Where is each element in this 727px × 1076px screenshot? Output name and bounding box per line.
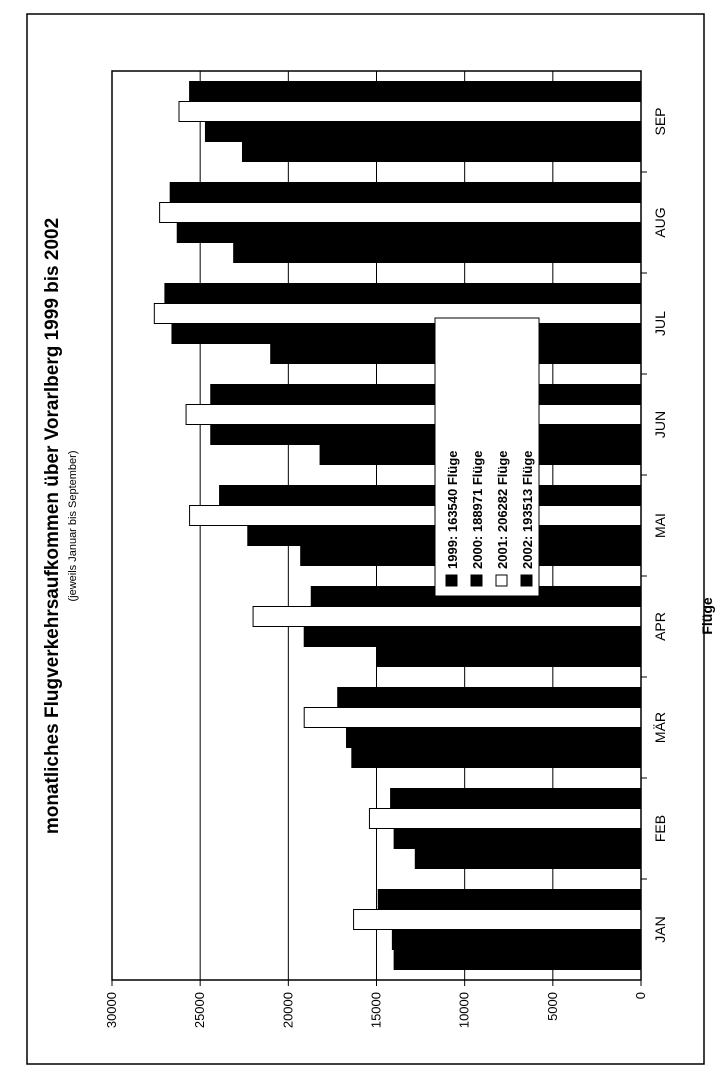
- bar: [391, 789, 641, 809]
- bar: [190, 82, 641, 102]
- x-tick-label: FEB: [652, 814, 668, 843]
- bar: [347, 728, 641, 748]
- bar: [354, 910, 641, 930]
- x-tick-label: SEP: [652, 107, 668, 136]
- bar: [165, 284, 641, 304]
- bar: [304, 627, 641, 647]
- x-tick-label: JUL: [652, 311, 668, 336]
- legend-entry: 2000: 188971 Flüge: [470, 450, 485, 569]
- bar: [394, 829, 641, 849]
- y-tick-label: 10000: [456, 992, 472, 1029]
- legend-swatch: [521, 575, 532, 586]
- bar: [392, 930, 641, 950]
- bar: [352, 748, 641, 768]
- x-tick-label: AUG: [652, 207, 668, 238]
- legend-swatch: [446, 575, 457, 586]
- bar: [220, 486, 641, 506]
- y-tick-label: 20000: [280, 992, 296, 1029]
- bar: [394, 950, 641, 970]
- bar: [211, 385, 641, 405]
- x-tick-label: MÄR: [652, 711, 668, 744]
- x-tick-label: JAN: [652, 916, 668, 943]
- bar: [304, 708, 641, 728]
- bar: [253, 607, 641, 627]
- bar: [234, 243, 641, 263]
- bar: [172, 324, 641, 344]
- y-tick-label: 25000: [192, 992, 208, 1029]
- bar: [190, 506, 641, 526]
- legend-swatch: [471, 575, 482, 586]
- chart-title: monatliches Flugverkehrsaufkommen über Vorarlberg 1999 bis 2002: [42, 217, 63, 835]
- y-tick-label: 0: [633, 992, 648, 1000]
- bar: [179, 102, 641, 122]
- bar: [160, 203, 641, 223]
- bar: [338, 688, 641, 708]
- x-tick-label: APR: [652, 612, 668, 641]
- bar: [170, 183, 641, 203]
- bar: [211, 425, 641, 445]
- legend-entry: 2001: 206282 Flüge: [495, 450, 510, 569]
- bar: [177, 223, 641, 243]
- bar: [377, 647, 642, 667]
- y-tick-label: 5000: [544, 992, 560, 1021]
- chart-subtitle: (jeweils Januar bis September): [67, 450, 79, 602]
- bar: [415, 849, 641, 869]
- legend: [435, 318, 539, 596]
- legend-entry: 1999: 163540 Flüge: [445, 450, 460, 569]
- bar: [186, 405, 641, 425]
- legend-swatch: [496, 575, 507, 586]
- x-tick-label: MAI: [652, 513, 668, 538]
- y-axis-label: Flüge: [699, 597, 715, 635]
- bar: [378, 890, 641, 910]
- bar: [369, 809, 641, 829]
- bar: [242, 142, 641, 162]
- bar: [154, 304, 641, 324]
- x-tick-label: JUN: [652, 410, 668, 439]
- bar: [205, 122, 641, 142]
- y-tick-label: 15000: [368, 992, 384, 1029]
- y-tick-label: 30000: [104, 992, 119, 1029]
- legend-entry: 2002: 193513 Flüge: [520, 450, 535, 569]
